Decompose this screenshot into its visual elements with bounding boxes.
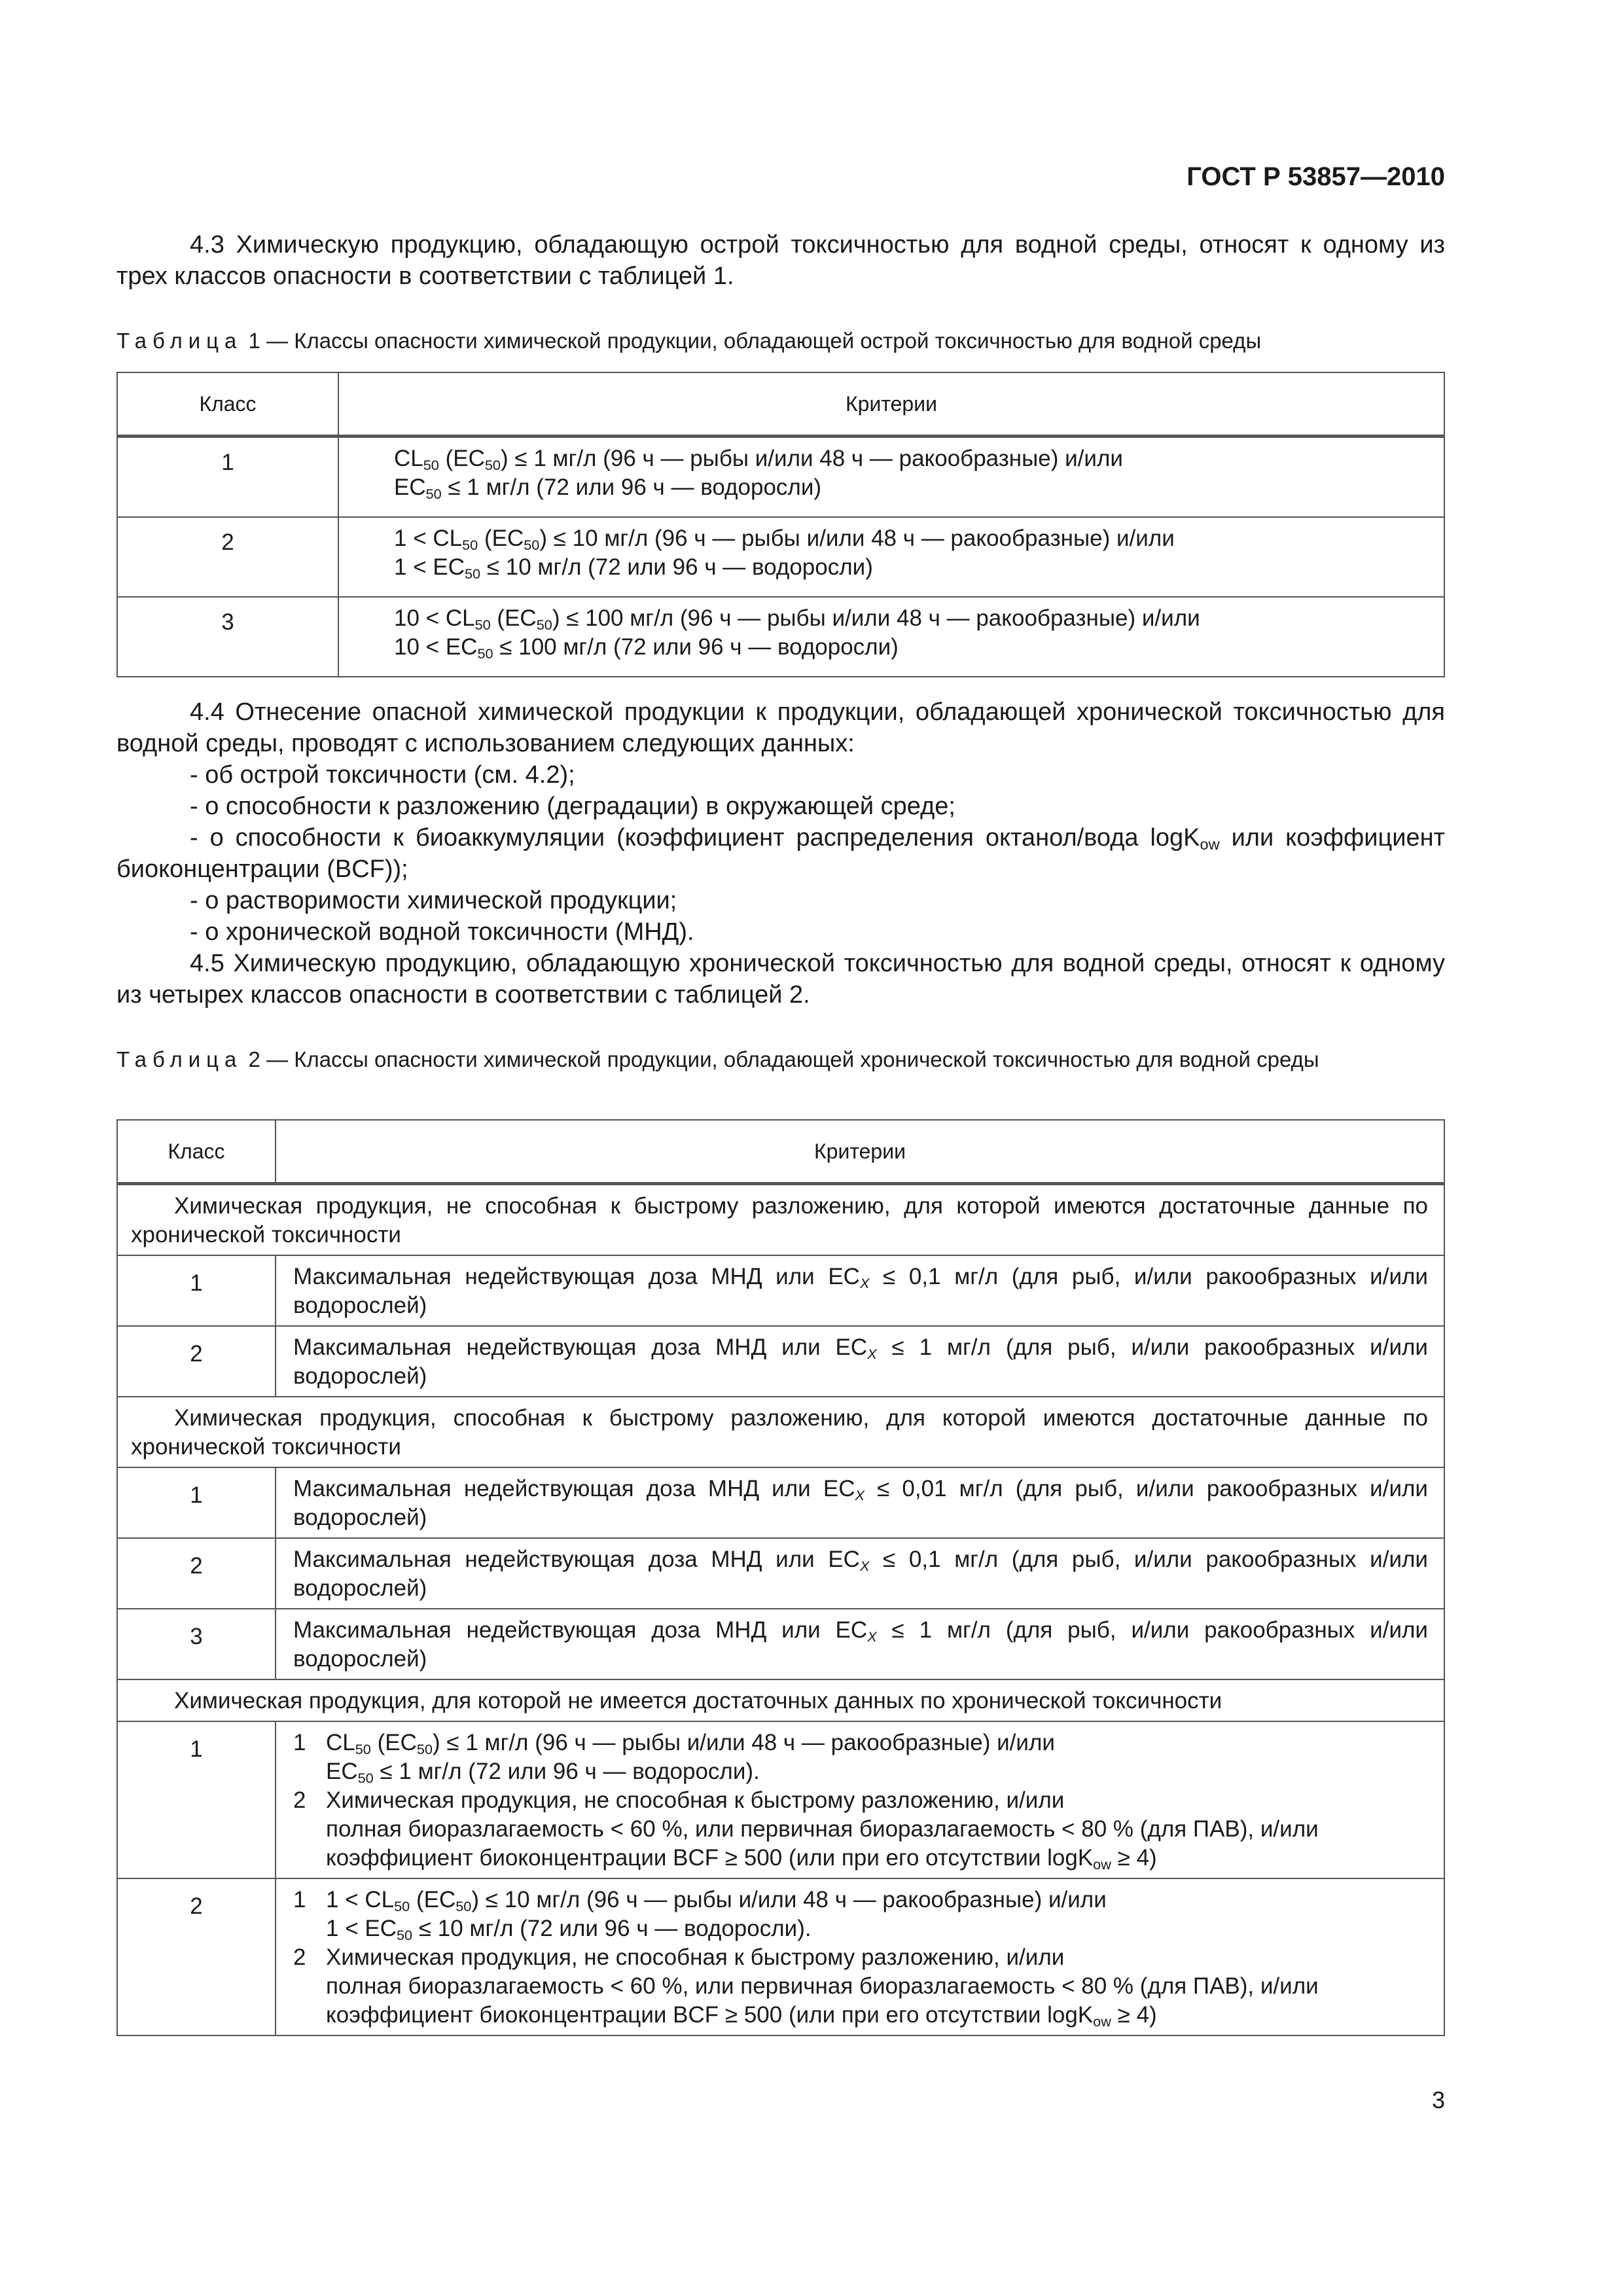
paragraph-4-4: [116, 696, 1445, 948]
table-2: [116, 1119, 1445, 2036]
table-row: [117, 1538, 1444, 1609]
table-section-row: [117, 1679, 1444, 1721]
table-2-header-class: Класс: [117, 1120, 276, 1184]
class-cell: 2: [117, 1878, 276, 2036]
table-row: [117, 1326, 1444, 1397]
criteria-cell: $10 < CL_{50}$ $(EC_{50}) \le 100$ мг/л (96 ч — рыбы и/или 48 ч — ракообразные) и/или $10 < EC_{50} \le 100$ мг/л (72 или 96 ч — водоросли): [338, 597, 1444, 677]
paragraph-4-4-intro: 4.4 Отнесение опасной химической продукции к продукции, обладающей хронической токсичностью для водной среды, проводят с использованием следующих данных:: [116, 698, 1445, 757]
paragraph-4-5: 4.5 Химическую продукцию, обладающую хронической токсичностью для водной среды, относят к одному из четырех классов опасности в соответствии с таблицей 2.: [116, 950, 1445, 1009]
table-row: [117, 1609, 1444, 1679]
class-cell: 1: [117, 1721, 276, 1878]
table-row: [117, 597, 1444, 677]
table-1-header-class: Класс: [117, 372, 338, 437]
list-item: - о способности к разложению (деградации) в окружающей среде;: [190, 793, 955, 820]
table-row: [117, 437, 1444, 518]
table-1: [116, 372, 1445, 677]
document-number: ГОСТ Р 53857—2010: [1186, 162, 1445, 191]
list-item: - о хронической водной токсичности (МНД).: [190, 918, 694, 946]
criteria-cell: 1 $CL_{50}$ $(EC_{50}) \le 1$ мг/л (96 ч — рыбы и/или 48 ч — ракообразные) и/или $EC_{50} \le 1$ мг/л (72 или 96 ч — водоросли). 2 Химическая продукция, не способная к быстрому разложению, и/или полная биоразлагаемость < 60 %, или первичная биоразлагаемость < 80 % (для ПАВ), и/или коэффициент биоконцентрации BCF ≥ 500 (или при его отсутствии logK$_{ow}$ ≥ 4): [276, 1721, 1444, 1878]
criteria-cell: $1 < CL_{50}$ $(EC_{50}) \le 10$ мг/л (96 ч — рыбы и/или 48 ч — ракообразные) и/или $1 < EC_{50} \le 10$ мг/л (72 или 96 ч — водоросли): [338, 517, 1444, 597]
table-row: [117, 1467, 1444, 1538]
class-cell: 1: [117, 437, 338, 518]
table-1-caption: Таблица 1 — Классы опасности химической продукции, обладающей острой токсичностью для водной среды: [116, 329, 1262, 353]
list-item: - о растворимости химической продукции;: [190, 887, 677, 914]
table-1-header-criteria: Критерии: [338, 372, 1444, 437]
section-heading: Химическая продукция, не способная к быстрому разложению, для которой имеются достаточные данные по хронической токсичности: [117, 1184, 1444, 1256]
table-2-caption: Таблица 2 — Классы опасности химической продукции, обладающей хронической токсичностью для водной среды: [116, 1047, 1319, 1071]
table-section-row: [117, 1184, 1444, 1256]
class-cell: 3: [117, 597, 338, 677]
criteria-cell: Максимальная недействующая доза МНД или $EC_X \le 1$ мг/л (для рыб, и/или ракообразных и/или водорослей): [276, 1326, 1444, 1397]
criteria-cell: Максимальная недействующая доза МНД или $EC_X \le 0,1$ мг/л (для рыб, и/или ракообразных и/или водорослей): [276, 1538, 1444, 1609]
class-cell: 2: [117, 1326, 276, 1397]
criteria-cell: $CL_{50}$ $(EC_{50}) \le 1$ мг/л (96 ч — рыбы и/или 48 ч — ракообразные) и/или $EC_{50} \le 1$ мг/л (72 или 96 ч — водоросли): [338, 437, 1444, 518]
criteria-cell: Максимальная недействующая доза МНД или $EC_X \le 1$ мг/л (для рыб, и/или ракообразных и/или водорослей): [276, 1609, 1444, 1679]
table-row: [117, 1878, 1444, 2036]
table-section-row: [117, 1397, 1444, 1467]
list-item: - об острой токсичности (см. 4.2);: [190, 761, 575, 789]
table-row: [117, 1255, 1444, 1326]
class-cell: 1: [117, 1467, 276, 1538]
criteria-cell: Максимальная недействующая доза МНД или $EC_X \le 0,01$ мг/л (для рыб, и/или ракообразных и/или водорослей): [276, 1467, 1444, 1538]
table-2-header-criteria: Критерии: [276, 1120, 1444, 1184]
page-number: 3: [1431, 2087, 1445, 2113]
criteria-cell: 1 $1 < CL_{50}$ $(EC_{50}) \le 10$ мг/л (96 ч — рыбы и/или 48 ч — ракообразные) и/или $1 < EC_{50} \le 10$ мг/л (72 или 96 ч — водоросли). 2 Химическая продукция, не способная к быстрому разложению, и/или полная биоразлагаемость < 60 %, или первичная биоразлагаемость < 80 % (для ПАВ), и/или коэффициент биоконцентрации BCF ≥ 500 (или при его отсутствии logK$_{ow}$ ≥ 4): [276, 1878, 1444, 2036]
paragraph-4-3: 4.3 Химическую продукцию, обладающую острой токсичностью для водной среды, относят к одному из трех классов опасности в соответствии с таблицей 1.: [116, 231, 1445, 290]
class-cell: 2: [117, 517, 338, 597]
class-cell: 1: [117, 1255, 276, 1326]
section-heading: Химическая продукция, способная к быстрому разложению, для которой имеются достаточные данные по хронической токсичности: [117, 1397, 1444, 1467]
section-heading: Химическая продукция, для которой не имеется достаточных данных по хронической токсичности: [117, 1679, 1444, 1721]
list-item: - о способности к биоаккумуляции (коэффициент распределения октанол/вода logK$_{ow}$ или коэффициент биоконцентрации (BCF));: [116, 824, 1445, 883]
class-cell: 2: [117, 1538, 276, 1609]
class-cell: 3: [117, 1609, 276, 1679]
criteria-cell: Максимальная недействующая доза МНД или $EC_X \le 0,1$ мг/л (для рыб, и/или ракообразных и/или водорослей): [276, 1255, 1444, 1326]
table-row: [117, 1721, 1444, 1878]
table-row: [117, 517, 1444, 597]
